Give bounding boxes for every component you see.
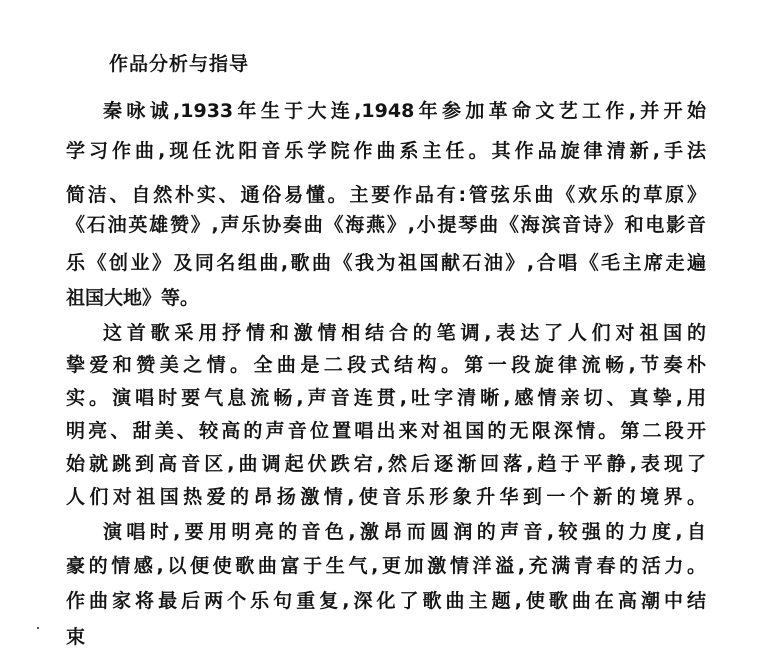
cropped-line [66,622,126,662]
paragraph-line: 人们对祖国热爱的昂扬激情,使音乐形象升华到一个新的境界。 [66,486,706,508]
paragraph-line: 作曲家将最后两个乐句重复,深化了歌曲主题,使歌曲在高潮中结 [66,590,706,612]
paragraph-line: 明亮、甜美、较高的声音位置唱出来对祖国的无限深情。第二段开 [66,420,706,442]
paragraph-line: 《石油英雄赞》,声乐协奏曲《海燕》,小提琴曲《海滨音诗》和电影音 [66,214,706,236]
paragraph-line: 实。演唱时要气息流畅,声音连贯,吐字清晰,感情亲切、真挚,用 [66,387,706,409]
paragraph-line: 祖国大地》等。 [66,287,200,309]
paragraph-line: 学习作曲,现任沈阳音乐学院作曲系主任。其作品旋律清新,手法 [66,140,706,162]
paragraph-line: 乐《创业》及同名组曲,歌曲《我为祖国献石油》,合唱《毛主席走遍 [66,252,706,274]
paragraph-line: 演唱时,要用明亮的音色,激昂而圆润的声音,较强的力度,自 [103,521,706,543]
paragraph-line: 束 [66,626,86,648]
paragraph-line: 挚爱和赞美之情。全曲是二段式结构。第一段旋律流畅,节奏朴 [66,354,706,376]
paragraph-line: 这首歌采用抒情和激情相结合的笔调,表达了人们对祖国的 [103,322,706,344]
paragraph-line: 简洁、自然朴实、通俗易懂。主要作品有:管弦乐曲《欢乐的草原》 [66,184,706,206]
paragraph-line: 秦咏诚,1933年生于大连,1948年参加革命文艺工作,并开始 [103,100,706,122]
scan-speck [37,627,39,629]
section-heading: 作品分析与指导 [109,53,250,75]
paragraph-line: 始就跳到高音区,曲调起伏跌宕,然后逐渐回落,趋于平静,表现了 [66,453,706,475]
paragraph-line: 豪的情感,以便使歌曲富于生气,更加激情洋溢,充满青春的活力。 [66,555,706,577]
